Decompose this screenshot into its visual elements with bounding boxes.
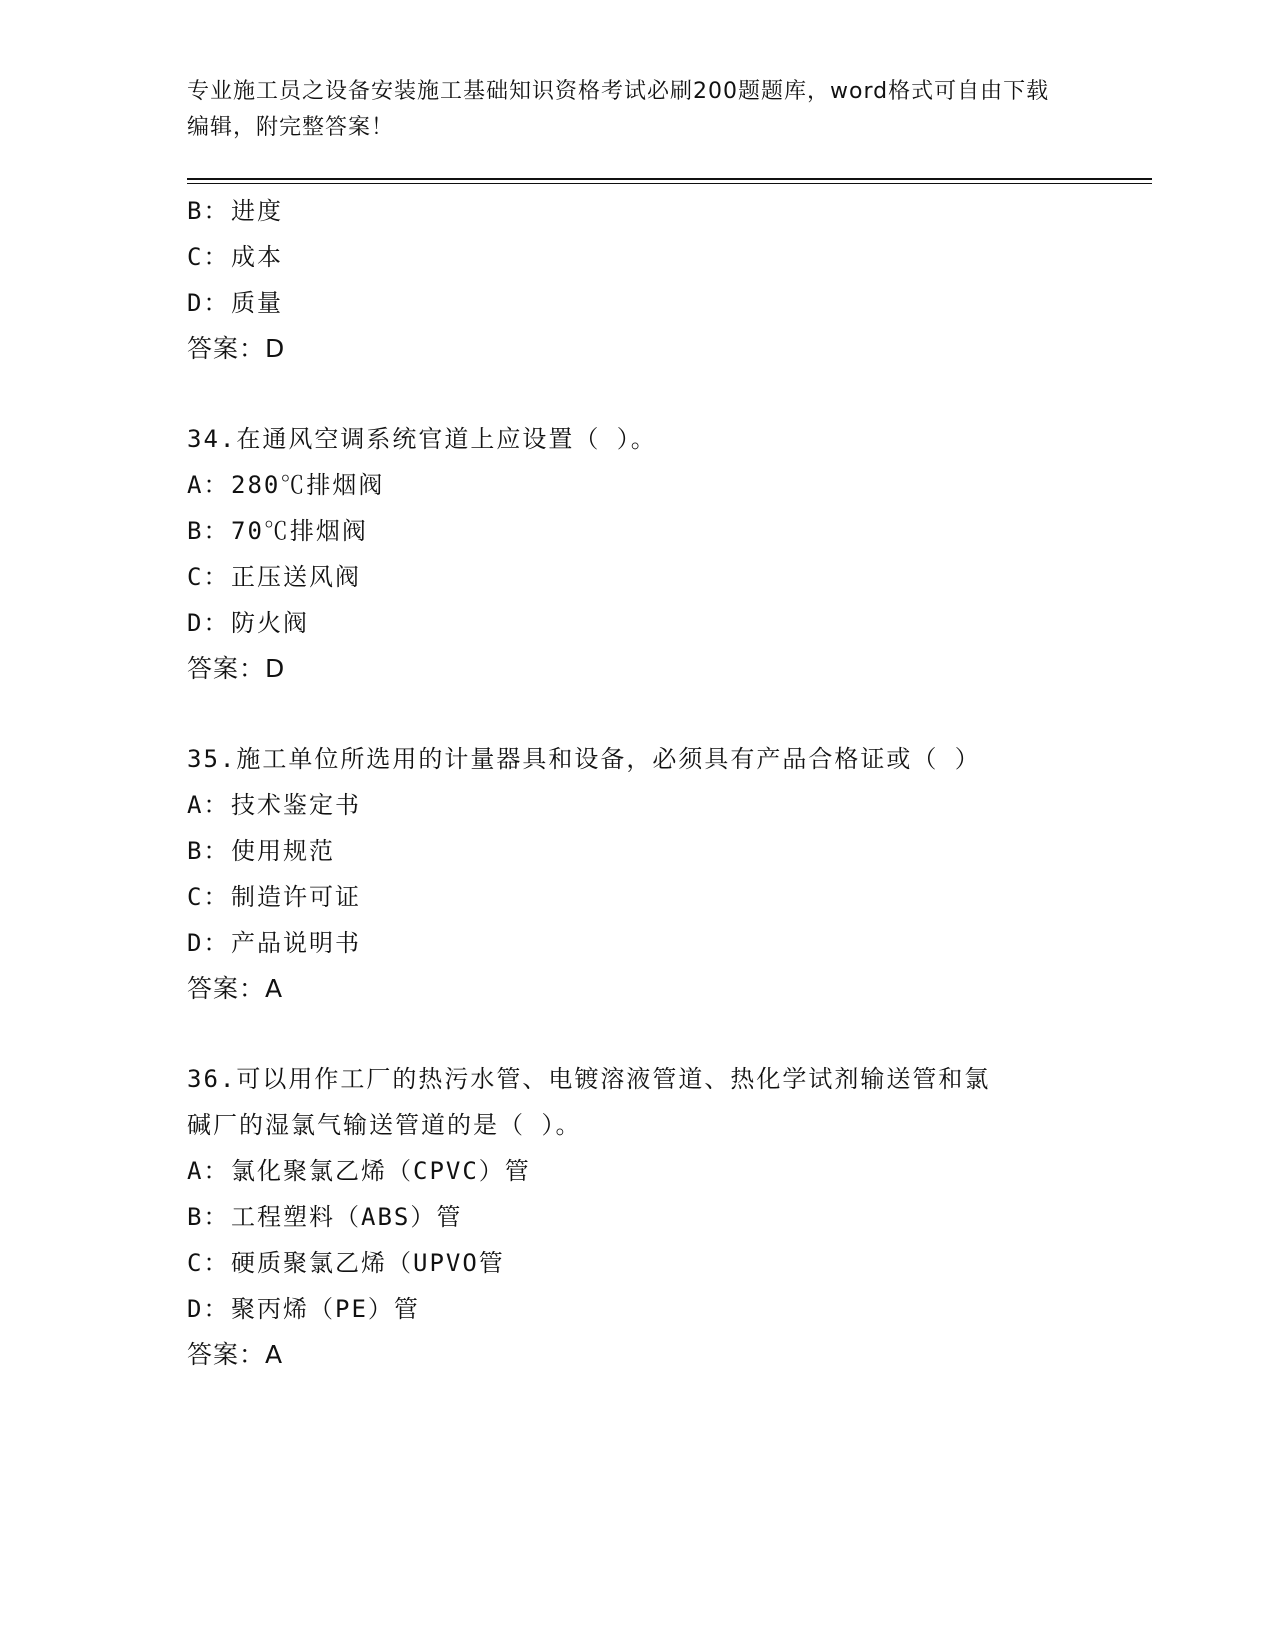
- option-key: C：: [187, 1249, 230, 1277]
- option-text: 硬质聚氯乙烯（UPVO管: [231, 1249, 505, 1277]
- question-text-line-1: 36.可以用作工厂的热污水管、电镀溶液管道、热化学试剂输送管和氯: [187, 1065, 991, 1093]
- option-c: [187, 874, 1147, 920]
- option-key: A：: [187, 791, 230, 819]
- option-key: A：: [187, 1157, 230, 1185]
- document-title: 专业施工员之设备安装施工基础知识资格考试必刷200题题库，word格式可自由下载编辑，附完整答案！: [187, 79, 1050, 140]
- option-text: 工程塑料（ABS）管: [231, 1203, 463, 1231]
- option-a: [187, 782, 1147, 828]
- option-key: C：: [187, 243, 230, 271]
- answer: 答案：A: [187, 1340, 284, 1369]
- option-d: [187, 600, 1147, 646]
- question-block-continued: [187, 188, 1147, 372]
- answer: 答案：D: [187, 654, 286, 683]
- option-a: [187, 1148, 1147, 1194]
- option-b: [187, 828, 1147, 874]
- option-c: [187, 1240, 1147, 1286]
- option-text: 聚丙烯（PE）管: [231, 1295, 420, 1323]
- option-key: A：: [187, 471, 230, 499]
- question-text: 35.施工单位所选用的计量器具和设备，必须具有产品合格证或（ ）: [187, 745, 981, 773]
- option-key: C：: [187, 883, 230, 911]
- option-key: B：: [187, 517, 230, 545]
- option-text: 质量: [231, 289, 283, 317]
- option-text: 280℃排烟阀: [231, 471, 385, 499]
- header-divider-thin: [187, 183, 1152, 184]
- option-text: 使用规范: [231, 837, 335, 865]
- option-b: [187, 1194, 1147, 1240]
- question-text-line-2: 碱厂的湿氯气输送管道的是（ ）。: [187, 1111, 582, 1139]
- question-block-36: [187, 1056, 1147, 1378]
- option-text: 技术鉴定书: [231, 791, 361, 819]
- option-text: 氯化聚氯乙烯（CPVC）管: [231, 1157, 531, 1185]
- option-text: 防火阀: [231, 609, 309, 637]
- header-divider-thick: [187, 178, 1152, 180]
- question-block-35: [187, 736, 1147, 1012]
- question-text: [187, 1056, 1147, 1148]
- option-b: [187, 508, 1147, 554]
- option-text: 进度: [231, 197, 283, 225]
- option-key: B：: [187, 1203, 230, 1231]
- option-b: [187, 188, 1147, 234]
- option-c: [187, 554, 1147, 600]
- option-text: 制造许可证: [231, 883, 361, 911]
- option-a: [187, 462, 1147, 508]
- option-d: [187, 1286, 1147, 1332]
- answer: 答案：A: [187, 974, 284, 1003]
- option-key: D：: [187, 289, 230, 317]
- option-d: [187, 920, 1147, 966]
- option-key: C：: [187, 563, 230, 591]
- option-key: B：: [187, 837, 230, 865]
- option-key: B：: [187, 197, 230, 225]
- option-d: [187, 280, 1147, 326]
- option-key: D：: [187, 929, 230, 957]
- option-text: 成本: [231, 243, 283, 271]
- option-key: D：: [187, 1295, 230, 1323]
- option-text: 产品说明书: [231, 929, 361, 957]
- option-key: D：: [187, 609, 230, 637]
- question-text: 34.在通风空调系统官道上应设置（ ）。: [187, 425, 657, 453]
- answer: 答案：D: [187, 334, 286, 363]
- option-text: 70℃排烟阀: [231, 517, 368, 545]
- document-body: [187, 188, 1147, 1378]
- option-c: [187, 234, 1147, 280]
- option-text: 正压送风阀: [231, 563, 361, 591]
- question-block-34: [187, 416, 1147, 692]
